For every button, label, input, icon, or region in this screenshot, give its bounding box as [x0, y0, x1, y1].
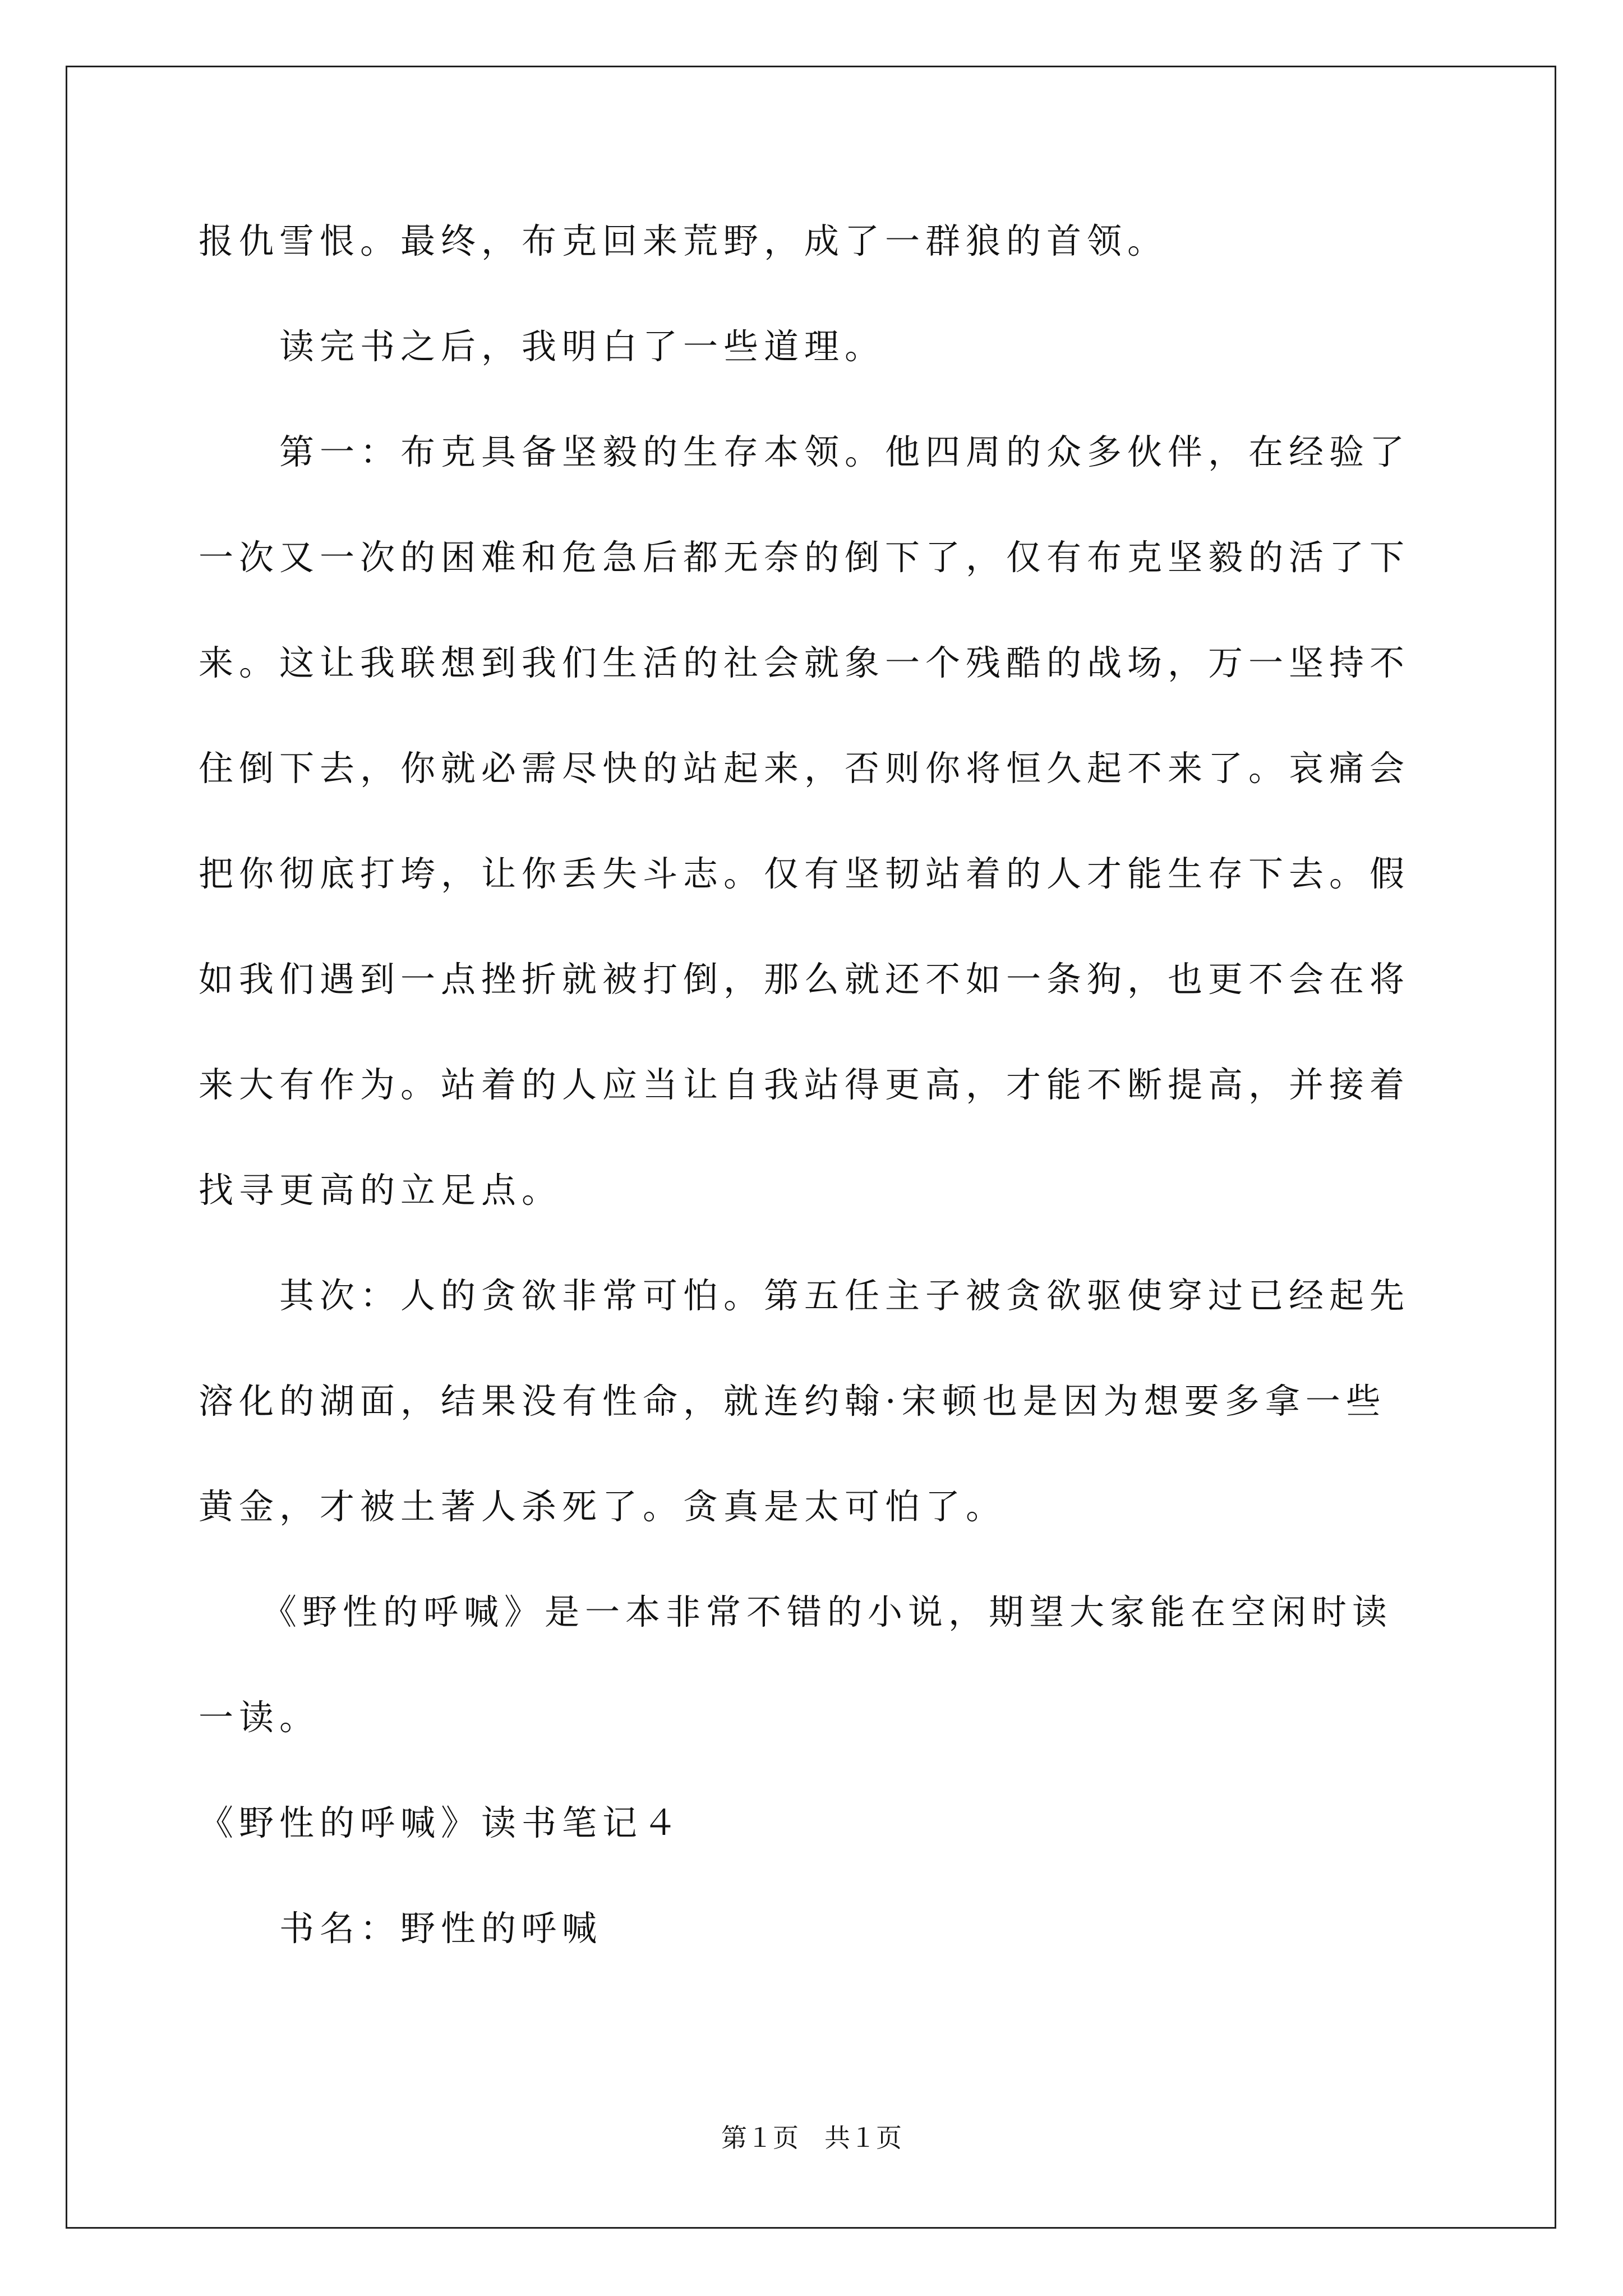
text-line: 书名：野性的呼喊 — [199, 1908, 603, 1949]
text-line: 来。这让我联想到我们生活的社会就象一个残酷的战场，万一坚持不 — [199, 642, 1410, 683]
text-line: 黄金，才被土著人杀死了。贪真是太可怕了。 — [199, 1486, 1007, 1527]
text-line: 《野性的呼喊》是一本非常不错的小说，期望大家能在空闲时读 — [199, 1591, 1393, 1632]
text-line: 第一：布克具备坚毅的生存本领。他四周的众多伙伴，在经验了 — [199, 431, 1410, 472]
text-line: 溶化的湖面，结果没有性命，就连约翰·宋顿也是因为想要多拿一些 — [199, 1381, 1386, 1421]
text-line: 一次又一次的困难和危急后都无奈的倒下了，仅有布克坚毅的活了下 — [199, 537, 1410, 578]
text-line: 如我们遇到一点挫折就被打倒，那么就还不如一条狗，也更不会在将 — [199, 959, 1410, 1000]
text-line: 报仇雪恨。最终，布克回来荒野，成了一群狼的首领。 — [199, 220, 1168, 261]
text-line: 把你彻底打垮，让你丢失斗志。仅有坚韧站着的人才能生存下去。假 — [199, 853, 1410, 894]
text-line: 来大有作为。站着的人应当让自我站得更高，才能不断提高，并接着 — [199, 1064, 1410, 1105]
text-line: 一读。 — [199, 1697, 320, 1738]
text-line: 其次：人的贪欲非常可怕。第五任主子被贪欲驱使穿过已经起先 — [199, 1275, 1410, 1316]
page-footer: 第１页 共１页 — [721, 2123, 902, 2153]
text-line: 找寻更高的立足点。 — [199, 1170, 562, 1211]
text-line: 住倒下去，你就必需尽快的站起来，否则你将恒久起不来了。哀痛会 — [199, 748, 1410, 789]
section-heading: 《野性的呼喊》读书笔记４ — [199, 1802, 684, 1843]
text-line: 读完书之后，我明白了一些道理。 — [199, 326, 886, 367]
